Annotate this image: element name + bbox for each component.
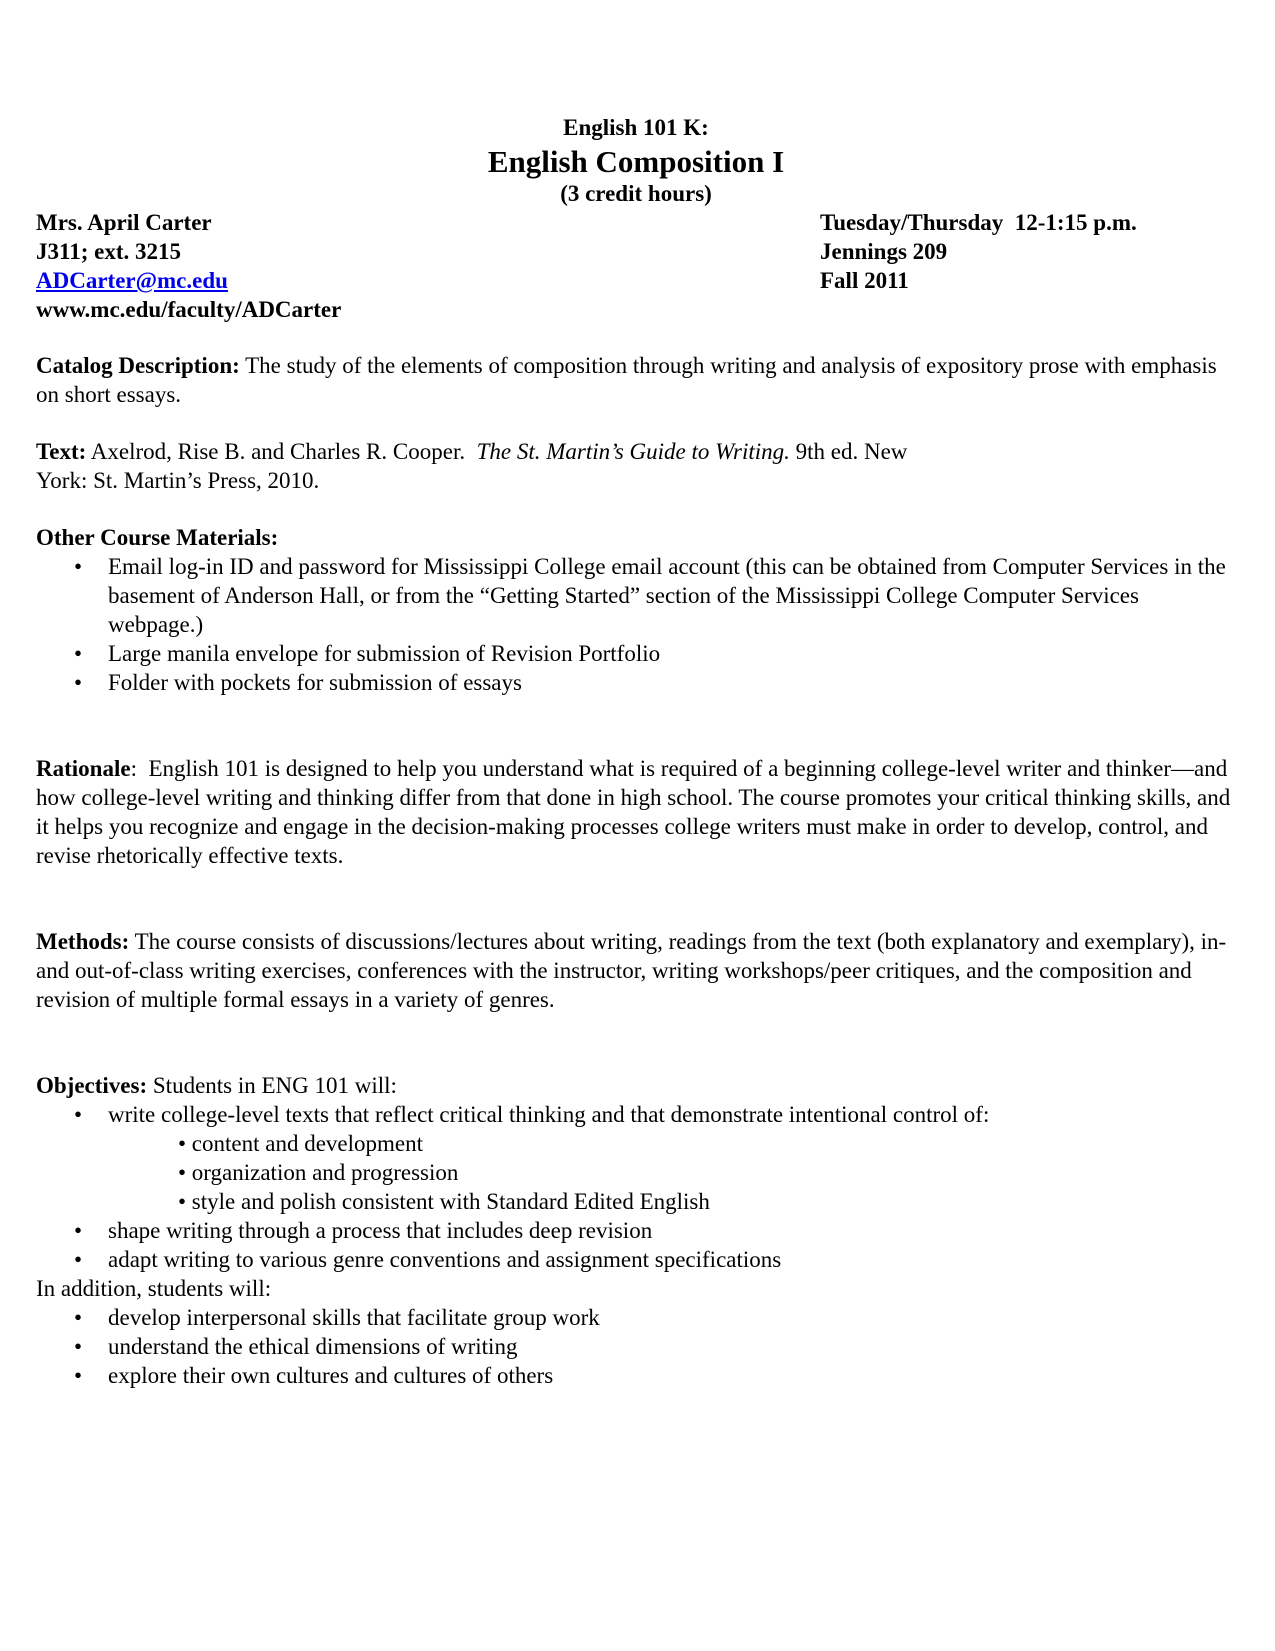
catalog-label: Catalog Description: [36,353,240,378]
list-item: • adapt writing to various genre conventions and assignment specifications [74,1247,782,1272]
class-term: Fall 2011 [820,268,909,293]
instructor-office: J311; ext. 3215 [36,239,182,264]
list-item: • shape writing through a process that includes deep revision [74,1218,653,1243]
text-publisher: York: St. Martin’s Press, 2010. [36,468,320,493]
catalog-description [36,351,1236,409]
objectives-label: Objectives: [36,1073,148,1098]
methods-text: The course consists of discussions/lectures about writing, readings from the text (both explanatory and exemplary), in- and out-of-class writing exercises, conferences with the instructor, writing workshops/peer critiques, and the composition and revision of multiple formal essays in a variety of genres. [36,929,1227,1012]
bullet-icon: • [74,1247,83,1272]
materials-section [36,523,1236,697]
bullet-icon: • [74,1334,83,1359]
syllabus-page [36,112,1236,1390]
list-item: • content and development [178,1131,424,1156]
list-item: • Folder with pockets for submission of essays [74,670,522,695]
text-authors: Axelrod, Rise B. and Charles R. Cooper. [86,439,477,464]
bullet-icon: • [74,641,83,666]
instructor-name: Mrs. April Carter [36,210,212,235]
addition-list [36,1303,1236,1390]
materials-list [36,552,1236,697]
credit-hours: (3 credit hours) [560,181,712,206]
objectives-section [36,1071,1236,1390]
rationale-label: Rationale [36,756,131,781]
list-item: • develop interpersonal skills that facilitate group work [74,1305,600,1330]
text-section [36,437,1236,495]
list-item: • Large manila envelope for submission of Revision Portfolio [74,641,661,666]
list-item: • write college-level texts that reflect critical thinking and that demonstrate intentional control of: [74,1102,990,1127]
objectives-intro: Students in ENG 101 will: [147,1073,397,1098]
course-title: English Composition I [487,144,785,179]
instructor-info [36,208,341,324]
addition-intro: In addition, students will: [36,1276,272,1301]
list-item: • Email log-in ID and password for Mississippi College email account (this can be obtained from Computer Services in the basement of Anderson Hall, or from the “Getting Started” section of the Mississippi College Computer Services webpage.) [74,554,1226,637]
text-label: Text: [36,439,87,464]
text-book-title: The St. Martin’s Guide to Writing. [476,439,790,464]
text-edition: 9th ed. New [789,439,908,464]
bullet-icon: • [74,670,83,695]
bullet-icon: • [74,1218,83,1243]
bullet-icon: • [74,554,83,579]
methods-section [36,927,1236,1014]
objectives-list-continued [36,1216,1236,1274]
objectives-sublist [36,1129,1236,1216]
course-info [36,208,1236,324]
catalog-text: The study of the elements of composition through writing and analysis of expository prose with emphasis on short essays. [36,353,1217,407]
list-item: • explore their own cultures and cultures of others [74,1363,554,1388]
course-header [36,112,1236,208]
instructor-email-link[interactable]: ADCarter@mc.edu [36,268,228,293]
instructor-website: www.mc.edu/faculty/ADCarter [36,297,342,322]
objectives-list [36,1100,1236,1129]
methods-label: Methods: [36,929,130,954]
list-item: • style and polish consistent with Standard Edited English [178,1189,710,1214]
bullet-icon: • [74,1363,83,1388]
rationale-text: : English 101 is designed to help you understand what is required of a beginning college-level writer and thinker—and how college-level writing and thinking differ from that done in high school. The course promotes your critical thinking skills, and it helps you recognize and engage in the decision-making processes college writers must make in order to develop, control, and revise rhetorically effective texts. [36,756,1237,868]
class-room: Jennings 209 [820,239,948,264]
course-code: English 101 K: [563,115,709,140]
rationale-section [36,754,1236,870]
list-item: • understand the ethical dimensions of writing [74,1334,518,1359]
schedule-info [820,208,1137,295]
bullet-icon: • [74,1305,83,1330]
list-item: • organization and progression [178,1160,459,1185]
bullet-icon: • [74,1102,83,1127]
class-days-time: Tuesday/Thursday 12-1:15 p.m. [820,210,1137,235]
materials-label: Other Course Materials: [36,525,279,550]
